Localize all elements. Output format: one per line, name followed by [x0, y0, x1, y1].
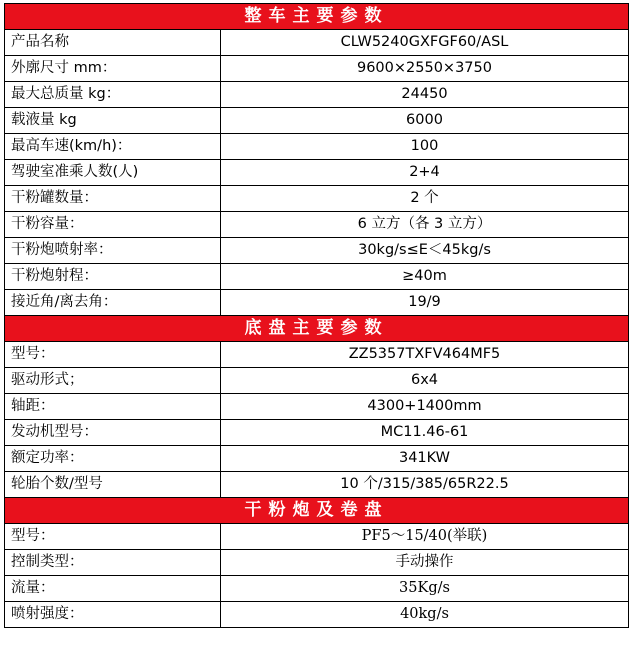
spec-row [5, 550, 629, 576]
spec-label: 喷射强度： [5, 602, 221, 628]
spec-value: 35Kg/s [221, 576, 629, 602]
spec-row [5, 212, 629, 238]
spec-table [4, 3, 629, 628]
spec-row [5, 576, 629, 602]
spec-row [5, 108, 629, 134]
spec-label: 驱动形式； [5, 368, 221, 394]
spec-value: ≥40m [221, 264, 629, 290]
section-title: 底盘主要参数 [5, 316, 629, 342]
spec-label: 轴距： [5, 394, 221, 420]
spec-row [5, 56, 629, 82]
spec-row [5, 186, 629, 212]
spec-row [5, 446, 629, 472]
section-header-row [5, 4, 629, 30]
spec-label: 干粉炮射程： [5, 264, 221, 290]
spec-label: 型号： [5, 342, 221, 368]
spec-value: 9600×2550×3750 [221, 56, 629, 82]
spec-label: 发动机型号： [5, 420, 221, 446]
spec-label: 载液量 kg [5, 108, 221, 134]
spec-table-body [5, 4, 629, 628]
spec-label: 接近角/离去角： [5, 290, 221, 316]
section-title: 整车主要参数 [5, 4, 629, 30]
spec-row [5, 394, 629, 420]
spec-label: 型号： [5, 524, 221, 550]
spec-sheet [4, 3, 628, 628]
section-header-row [5, 498, 629, 524]
spec-row [5, 30, 629, 56]
spec-label: 最大总质量 kg： [5, 82, 221, 108]
spec-row [5, 160, 629, 186]
spec-row [5, 368, 629, 394]
spec-value: 4300+1400mm [221, 394, 629, 420]
spec-value: 6 立方（各 3 立方） [221, 212, 629, 238]
spec-value: 30kg/s≤E＜45kg/s [221, 238, 629, 264]
spec-row [5, 524, 629, 550]
spec-label: 额定功率： [5, 446, 221, 472]
spec-value: 2 个 [221, 186, 629, 212]
spec-label: 轮胎个数/型号 [5, 472, 221, 498]
spec-label: 干粉容量： [5, 212, 221, 238]
spec-label: 流量： [5, 576, 221, 602]
spec-value: 10 个/315/385/65R22.5 [221, 472, 629, 498]
spec-value: 6000 [221, 108, 629, 134]
spec-row [5, 472, 629, 498]
spec-value: 341KW [221, 446, 629, 472]
spec-value: 手动操作 [221, 550, 629, 576]
spec-value: PF5～15/40(举联) [221, 524, 629, 550]
spec-row [5, 602, 629, 628]
spec-value: 40kg/s [221, 602, 629, 628]
spec-row [5, 264, 629, 290]
spec-label: 产品名称 [5, 30, 221, 56]
spec-label: 干粉炮喷射率： [5, 238, 221, 264]
spec-row [5, 238, 629, 264]
spec-row [5, 420, 629, 446]
spec-label: 控制类型： [5, 550, 221, 576]
spec-value: ZZ5357TXFV464MF5 [221, 342, 629, 368]
spec-label: 干粉罐数量： [5, 186, 221, 212]
spec-value: CLW5240GXFGF60/ASL [221, 30, 629, 56]
section-header-row [5, 316, 629, 342]
spec-value: MC11.46-61 [221, 420, 629, 446]
spec-row [5, 342, 629, 368]
spec-value: 6x4 [221, 368, 629, 394]
spec-value: 19/9 [221, 290, 629, 316]
spec-row [5, 134, 629, 160]
section-title: 干粉炮及卷盘 [5, 498, 629, 524]
spec-label: 最高车速(km/h)： [5, 134, 221, 160]
spec-label: 驾驶室准乘人数(人) [5, 160, 221, 186]
spec-row [5, 290, 629, 316]
spec-value: 100 [221, 134, 629, 160]
spec-value: 24450 [221, 82, 629, 108]
spec-label: 外廓尺寸 mm： [5, 56, 221, 82]
spec-row [5, 82, 629, 108]
spec-value: 2+4 [221, 160, 629, 186]
